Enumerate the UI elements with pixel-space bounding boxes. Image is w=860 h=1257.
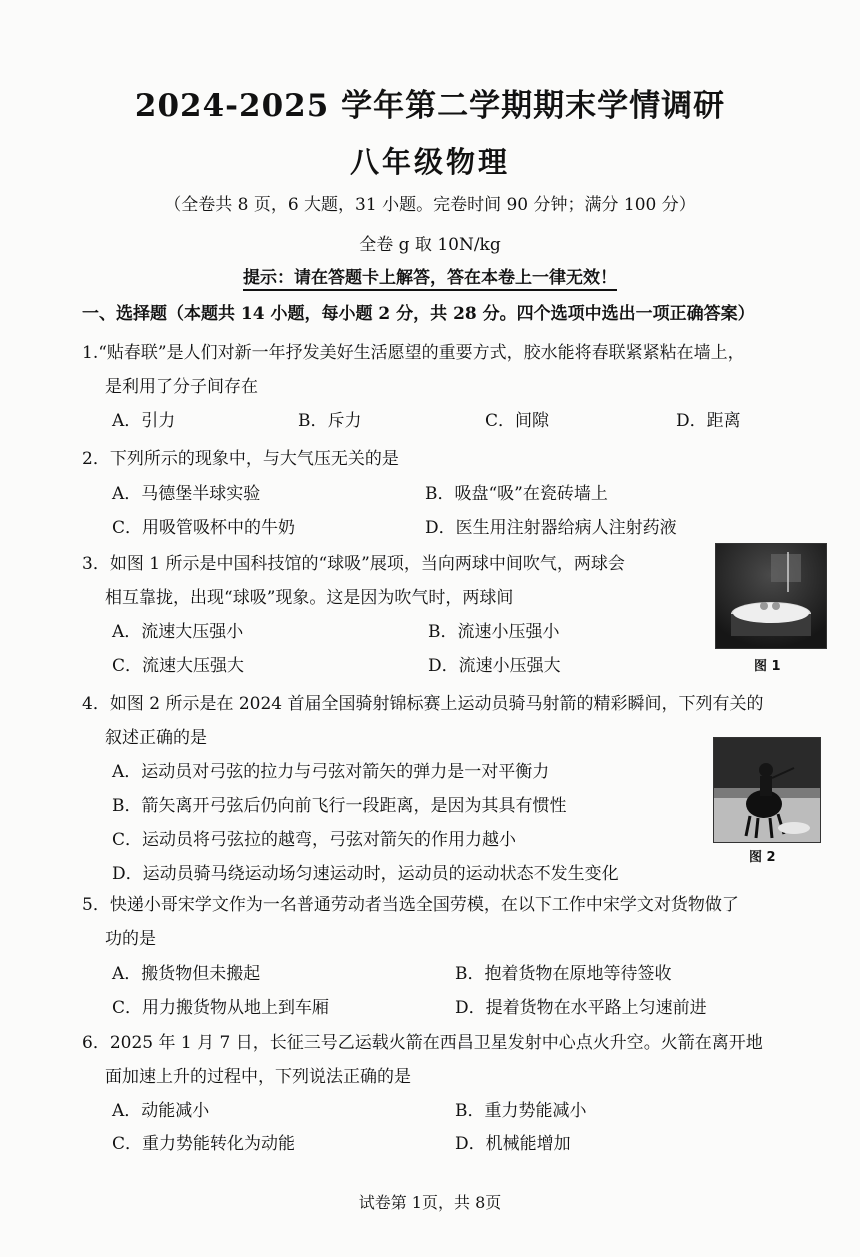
question-3-option-d: D．流速小压强大 (428, 656, 561, 676)
question-6-line2: 面加速上升的过程中，下列说法正确的是 (105, 1067, 411, 1087)
figure-1-caption: 图 1 (754, 659, 781, 674)
question-2-option-d: D．医生用注射器给病人注射药液 (425, 518, 677, 538)
question-1-option-d: D．距离 (676, 411, 741, 431)
figure-2-caption: 图 2 (749, 850, 776, 865)
figure-2-photo (713, 737, 821, 843)
question-6-line1: 6．2025 年 1 月 7 日，长征三号乙运载火箭在西昌卫星发射中心点火升空。火箭在离开地 (82, 1033, 763, 1053)
question-5-line1: 5．快递小哥宋学文作为一名普通劳动者当选全国劳模，在以下工作中宋学文对货物做了 (82, 895, 739, 915)
question-3-option-a: A．流速大压强小 (112, 622, 244, 642)
question-5-option-d: D．提着货物在水平路上匀速前进 (455, 998, 707, 1018)
question-5-option-a: A．搬货物但未搬起 (112, 964, 261, 984)
question-3-line1: 3．如图 1 所示是中国科技馆的“球吸”展项，当向两球中间吹气，两球会 (82, 554, 625, 574)
question-1-option-b: B．斥力 (298, 411, 362, 431)
question-1-option-a: A．引力 (112, 411, 176, 431)
question-3-option-c: C．流速大压强大 (112, 656, 245, 676)
page-footer: 试卷第 1页，共 8页 (358, 1193, 502, 1212)
g-value-note: 全卷 g 取 10N/kg (359, 235, 501, 255)
question-1-line1: 1.“贴春联”是人们对新一年抒发美好生活愿望的重要方式，胶水能将春联紧紧粘在墙上， (82, 343, 745, 363)
question-4-option-d: D．运动员骑马绕运动场匀速运动时，运动员的运动状态不发生变化 (112, 864, 619, 884)
question-3-line2: 相互靠拢，出现“球吸”现象。这是因为吹气时，两球间 (105, 588, 514, 608)
question-4-option-c: C．运动员将弓弦拉的越弯，弓弦对箭矢的作用力越小 (112, 830, 517, 850)
question-2-option-c: C．用吸管吸杯中的牛奶 (112, 518, 296, 538)
question-4-option-a: A．运动员对弓弦的拉力与弓弦对箭矢的弹力是一对平衡力 (112, 762, 550, 782)
question-2-option-b: B．吸盘“吸”在瓷砖墙上 (425, 484, 608, 504)
question-4-option-b: B．箭矢离开弓弦后仍向前飞行一段距离，是因为其具有惯性 (112, 796, 567, 816)
question-6-option-b: B．重力势能减小 (455, 1101, 587, 1121)
question-6-option-a: A．动能减小 (112, 1101, 210, 1121)
question-6-option-c: C．重力势能转化为动能 (112, 1134, 296, 1154)
exam-info: （全卷共 8 页，6 大题，31 小题。完卷时间 90 分钟；满分 100 分） (164, 195, 696, 215)
exam-title: 2024-2025 学年第二学期期末学情调研 (134, 88, 726, 124)
exam-subject: 八年级物理 (349, 145, 510, 179)
figure-2-illustration (714, 738, 820, 842)
question-6-option-d: D．机械能增加 (455, 1134, 571, 1154)
question-1-option-c: C．间隙 (485, 411, 550, 431)
figure-1-illustration (716, 544, 826, 648)
question-4-line1: 4．如图 2 所示是在 2024 首届全国骑射锦标赛上运动员骑马射箭的精彩瞬间，下列有关的 (82, 694, 764, 714)
question-1-line2: 是利用了分子间存在 (105, 377, 258, 397)
answer-notice (0, 263, 860, 288)
question-3-option-b: B．流速小压强小 (428, 622, 560, 642)
question-4-line2: 叙述正确的是 (105, 728, 207, 748)
question-2-option-a: A．马德堡半球实验 (112, 484, 261, 504)
question-5-option-b: B．抱着货物在原地等待签收 (455, 964, 672, 984)
question-2-line1: 2．下列所示的现象中，与大气压无关的是 (82, 449, 399, 469)
question-5-line2: 功的是 (105, 929, 156, 949)
section-heading: 一、选择题（本题共 14 小题，每小题 2 分，共 28 分。四个选项中选出一项正确答案） (82, 304, 755, 324)
answer-notice-text: 提示：请在答题卡上解答，答在本卷上一律无效！ (243, 268, 617, 291)
figure-1-photo (715, 543, 827, 649)
question-5-option-c: C．用力搬货物从地上到车厢 (112, 998, 330, 1018)
